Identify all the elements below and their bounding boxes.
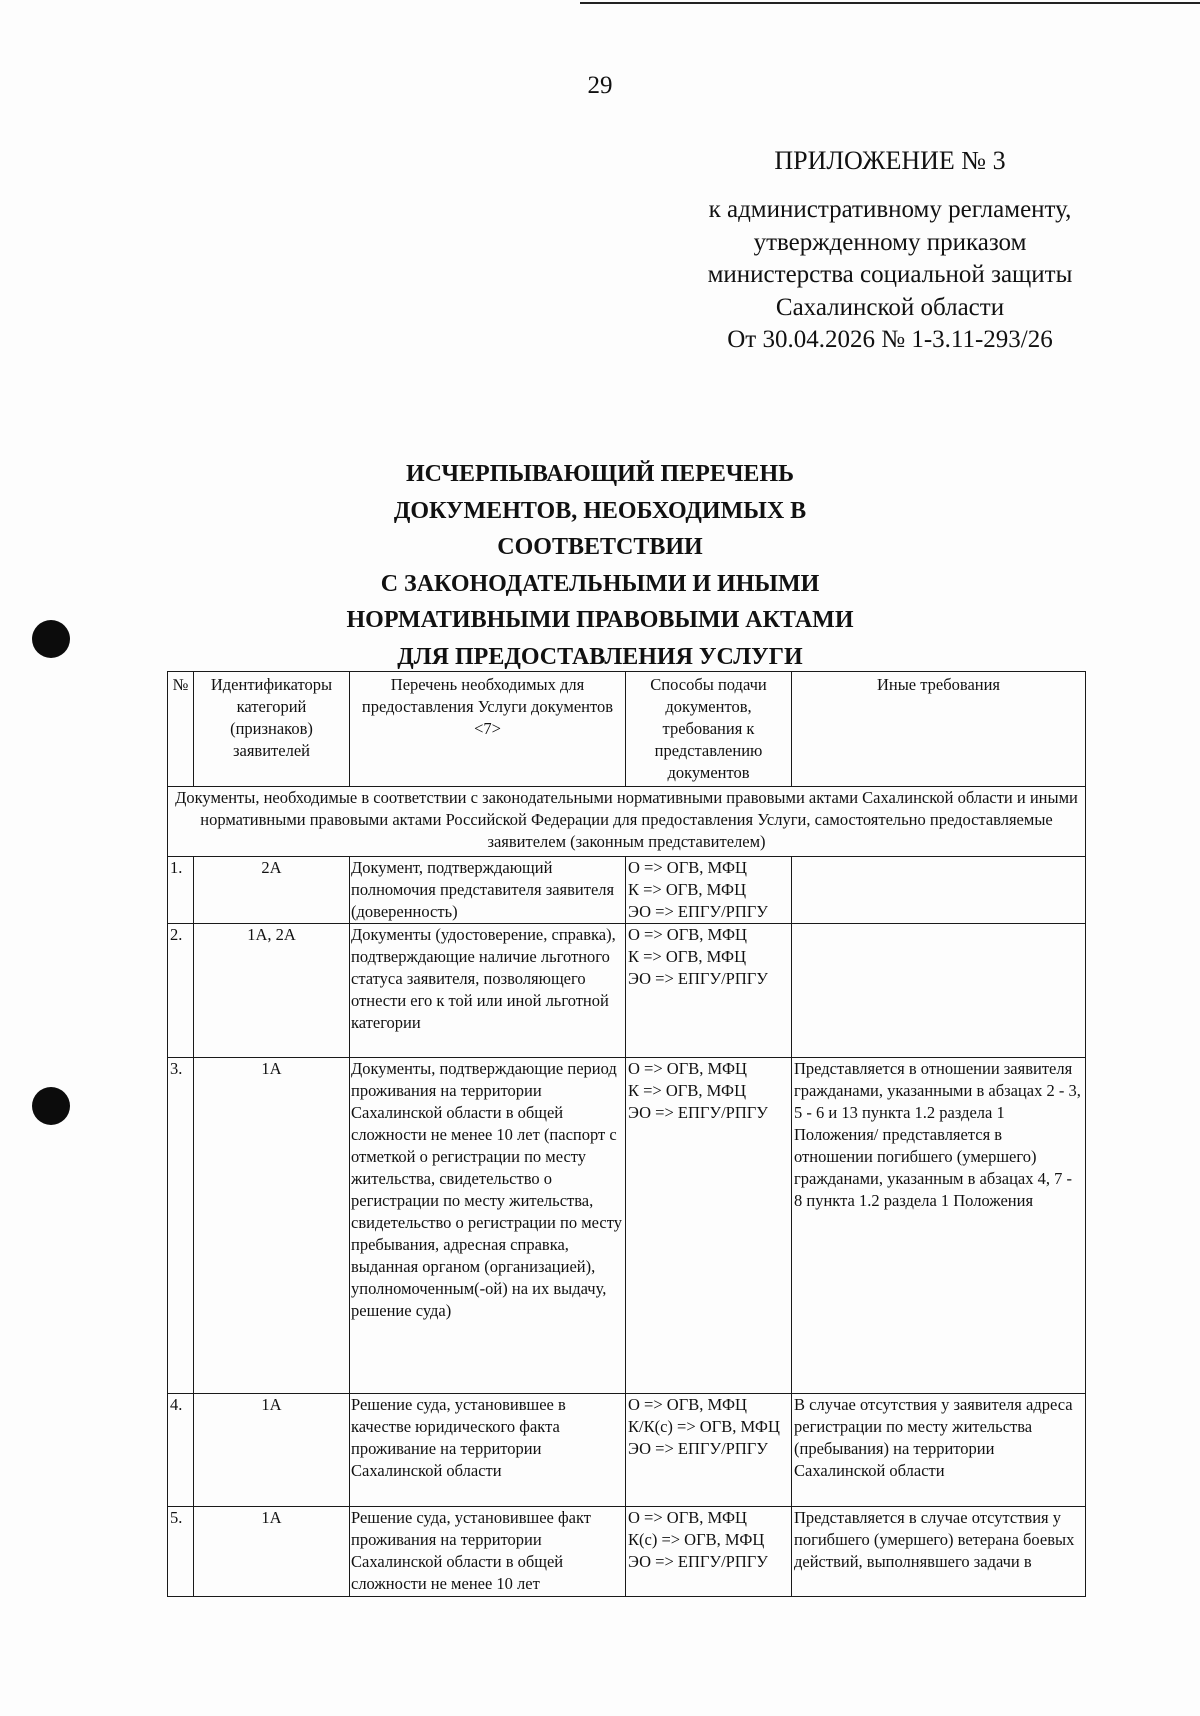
annex-title: ПРИЛОЖЕНИЕ № 3 xyxy=(774,146,1006,175)
annex-line: министерства социальной защиты xyxy=(707,261,1073,288)
table-row xyxy=(168,924,1086,1058)
binder-hole xyxy=(32,1087,70,1125)
header-other: Иные требования xyxy=(792,672,1086,787)
title-line: С ЗАКОНОДАТЕЛЬНЫМИ И ИНЫМИ xyxy=(380,570,820,597)
row-number: 1. xyxy=(168,857,194,924)
top-edge-rule xyxy=(580,2,1200,4)
row-categories: 1А, 2А xyxy=(194,924,350,1058)
row-methods: О => ОГВ, МФЦ К => ОГВ, МФЦ ЭО => ЕПГУ/РПГУ xyxy=(626,1058,792,1394)
row-number: 2. xyxy=(168,924,194,1058)
row-other: Представляется в отношении заявителя гражданами, указанными в абзацах 2 - 3, 5 - 6 и 13 пункта 1.2 раздела 1 Положения/ представляется в отношении погибшего (умершего) гражданами, указанным в абзацах 4, 7 - 8 пункта 1.2 раздела 1 Положения xyxy=(792,1058,1086,1394)
header-methods: Способы подачи документов, требования к представлению документов xyxy=(626,672,792,787)
row-methods: О => ОГВ, МФЦ К => ОГВ, МФЦ ЭО => ЕПГУ/РПГУ xyxy=(626,857,792,924)
header-documents: Перечень необходимых для предоставления Услуги документов <7> xyxy=(350,672,626,787)
row-document: Документы, подтверждающие период проживания на территории Сахалинской области в общей сложности не менее 10 лет (паспорт с отметкой о регистрации по месту жительства, свидетельство о регистрации по месту жительства, свидетельство о регистрации по месту пребывания, адресная справка, выданная органом (организацией), уполномоченным(-ой) на их выдачу, решение суда) xyxy=(350,1058,626,1394)
row-other xyxy=(792,924,1086,1058)
binder-hole xyxy=(32,620,70,658)
row-document: Решение суда, установившее факт проживания на территории Сахалинской области в общей сложности не менее 10 лет xyxy=(350,1507,626,1597)
document-title xyxy=(300,456,900,675)
row-number: 5. xyxy=(168,1507,194,1597)
table-row xyxy=(168,857,1086,924)
table-header-row xyxy=(168,672,1086,787)
table-row xyxy=(168,1394,1086,1507)
annex-line: Сахалинской области xyxy=(775,293,1005,321)
row-document: Документы (удостоверение, справка), подтверждающие наличие льготного статуса заявителя, позволяющего отнести его к той или иной льготной категории xyxy=(350,924,626,1058)
title-line: ИСЧЕРПЫВАЮЩИЙ ПЕРЕЧЕНЬ xyxy=(406,461,794,487)
section-heading: Документы, необходимые в соответствии с законодательными нормативными правовыми актами Сахалинской области и иными нормативными правовыми актами Российской Федерации для предоставления Услуги, самостоятельно предоставляемые заявителем (законным представителем) xyxy=(168,787,1086,857)
row-categories: 1А xyxy=(194,1058,350,1394)
table-row xyxy=(168,1507,1086,1597)
row-categories: 1А xyxy=(194,1507,350,1597)
title-line: ДОКУМЕНТОВ, НЕОБХОДИМЫХ В СООТВЕТСТВИИ xyxy=(393,497,807,560)
row-document: Решение суда, установившее в качестве юридического факта проживание на территории Сахалинской области xyxy=(350,1394,626,1507)
row-other: Представляется в случае отсутствия у погибшего (умершего) ветерана боевых действий, выполнявшего задачи в xyxy=(792,1507,1086,1597)
annex-line: утвержденному приказом xyxy=(753,228,1027,256)
annex-body xyxy=(660,194,1120,357)
table-row xyxy=(168,1058,1086,1394)
title-line: ДЛЯ ПРЕДОСТАВЛЕНИЯ УСЛУГИ xyxy=(397,643,803,670)
section-row xyxy=(168,787,1086,857)
row-number: 3. xyxy=(168,1058,194,1394)
page-number: 29 xyxy=(587,72,613,99)
title-line: НОРМАТИВНЫМИ ПРАВОВЫМИ АКТАМИ xyxy=(346,607,854,633)
header-categories: Идентификаторы категорий (признаков) заявителей xyxy=(194,672,350,787)
row-other: В случае отсутствия у заявителя адреса регистрации по месту жительства (пребывания) на территории Сахалинской области xyxy=(792,1394,1086,1507)
row-methods: О => ОГВ, МФЦ К(с) => ОГВ, МФЦ ЭО => ЕПГУ/РПГУ xyxy=(626,1507,792,1597)
header-number: № xyxy=(168,672,194,787)
row-other xyxy=(792,857,1086,924)
row-number: 4. xyxy=(168,1394,194,1507)
row-document: Документ, подтверждающий полномочия представителя заявителя (доверенность) xyxy=(350,857,626,924)
documents-table xyxy=(167,671,1086,1597)
annex-line: к административному регламенту, xyxy=(708,196,1072,223)
row-categories: 2А xyxy=(194,857,350,924)
row-methods: О => ОГВ, МФЦ К/К(с) => ОГВ, МФЦ ЭО => ЕПГУ/РПГУ xyxy=(626,1394,792,1507)
row-methods: О => ОГВ, МФЦ К => ОГВ, МФЦ ЭО => ЕПГУ/РПГУ xyxy=(626,924,792,1058)
annex-line: От 30.04.2026 № 1-3.11-293/26 xyxy=(727,326,1053,353)
row-categories: 1А xyxy=(194,1394,350,1507)
